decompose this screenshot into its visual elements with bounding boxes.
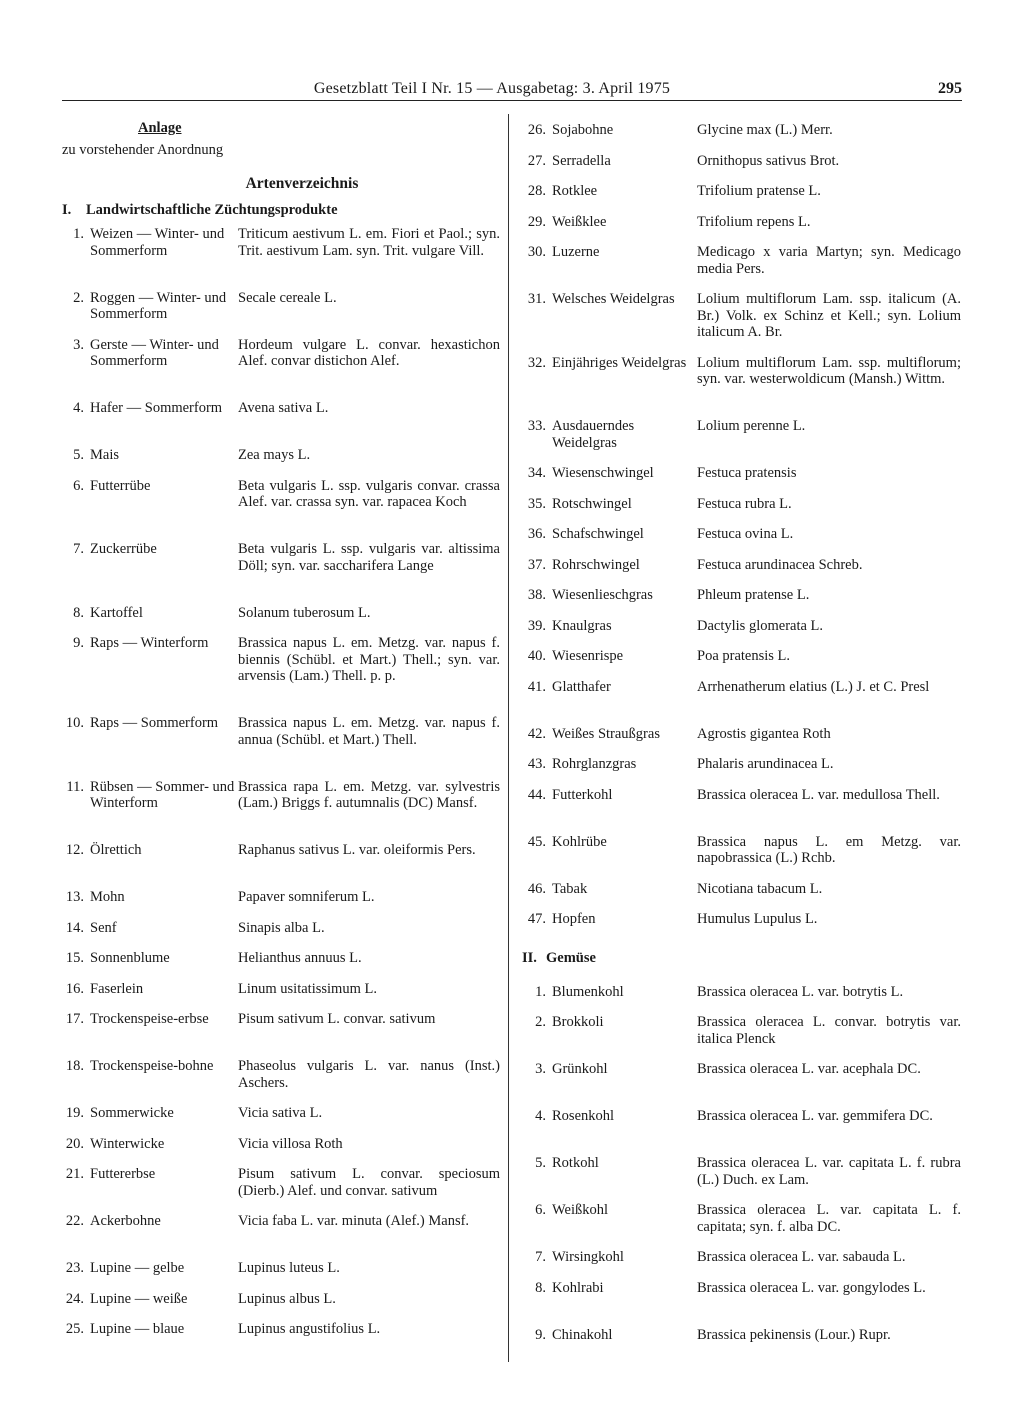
scientific-name: Nicotiana tabacum L.	[697, 880, 823, 897]
scientific-name: Zea mays L.	[238, 447, 311, 463]
scientific-name: Lolium multiflorum Lam. ssp. italicum (A. Br.) Volk. ex Schinz et Kell.; syn. Lolium italicum A. Br.	[697, 291, 961, 340]
common-name: Futterkohl	[552, 786, 613, 803]
common-name: Sonnenblume	[90, 950, 170, 966]
common-name: Weizen — Winter- und Sommerform	[90, 226, 225, 259]
scientific-name: Solanum tuberosum L.	[238, 604, 371, 621]
right-column	[516, 122, 964, 1357]
common-name: Wiesenrispe	[552, 648, 624, 664]
scientific-name: Phalaris arundinacea L.	[697, 756, 834, 772]
common-name: Trockenspeise-erbse	[90, 1011, 209, 1027]
common-name: Sommerwicke	[90, 1105, 174, 1121]
entry-number: 4.	[535, 1108, 546, 1124]
common-name: Welsches Weidelgras	[552, 291, 675, 307]
species-entry	[62, 635, 502, 715]
common-name: Ackerbohne	[90, 1213, 161, 1229]
entry-number: 32.	[527, 354, 546, 371]
species-entry	[62, 1321, 502, 1352]
common-name: Lupine — blaue	[90, 1321, 185, 1337]
common-name: Lupine — gelbe	[90, 1260, 185, 1276]
scientific-name: Brassica oleracea L. convar. botrytis var. italica Plenck	[697, 1014, 961, 1047]
entry-number: 28.	[527, 183, 546, 199]
species-entry	[62, 1166, 502, 1213]
common-name: Senf	[90, 919, 117, 936]
species-entry	[516, 726, 964, 757]
species-entry	[62, 400, 502, 447]
species-entry	[516, 122, 964, 153]
species-entry	[62, 541, 502, 605]
scientific-name: Festuca arundinacea Schreb.	[697, 556, 863, 573]
scientific-name: Beta vulgaris L. ssp. vulgaris var. altissima Döll; syn. var. saccharifera Lange	[238, 541, 500, 574]
scientific-name: Hordeum vulgare L. convar. hexastichon Alef. convar distichon Alef.	[238, 336, 500, 369]
species-entry	[516, 1280, 964, 1327]
entry-number: 43.	[527, 756, 546, 772]
entry-number: 31.	[527, 291, 546, 307]
section-number: I.	[62, 202, 72, 218]
scientific-name: Secale cereale L.	[238, 289, 337, 306]
species-entry	[62, 981, 502, 1012]
common-name: Kohlrabi	[552, 1279, 604, 1296]
species-list-agricultural-continued	[516, 122, 964, 942]
species-list-vegetables	[516, 984, 964, 1358]
species-entry	[516, 214, 964, 245]
scientific-name: Avena sativa L.	[238, 400, 329, 416]
scientific-name: Brassica napus L. em Metzg. var. napobrassica (L.) Rchb.	[697, 833, 961, 866]
common-name: Zuckerrübe	[90, 541, 157, 557]
entry-number: 46.	[527, 880, 546, 897]
entry-number: 4.	[73, 400, 84, 416]
scientific-name: Brassica oleracea L. var. gongylodes L.	[697, 1279, 926, 1296]
common-name: Kohlrübe	[552, 833, 607, 850]
entry-number: 1.	[535, 983, 546, 1000]
common-name: Rohrschwingel	[552, 556, 640, 573]
species-entry	[62, 226, 502, 290]
scientific-name: Pisum sativum L. convar. speciosum (Dierb.) Alef. und convar. sativum	[238, 1166, 500, 1199]
entry-number: 3.	[73, 336, 84, 353]
entry-number: 8.	[535, 1279, 546, 1296]
entry-number: 5.	[73, 447, 84, 463]
species-entry	[62, 605, 502, 636]
scientific-name: Papaver somniferum L.	[238, 889, 375, 905]
scientific-name: Trifolium repens L.	[697, 213, 811, 230]
scientific-name: Brassica oleracea L. var. capitata L. f. capitata; syn. f. alba DC.	[697, 1202, 961, 1235]
scientific-name: Brassica oleracea L. var. gemmifera DC.	[697, 1108, 933, 1124]
scientific-name: Medicago x varia Martyn; syn. Medicago media Pers.	[697, 244, 961, 277]
species-entry	[516, 787, 964, 834]
entry-number: 36.	[527, 526, 546, 542]
scientific-name: Trifolium pratense L.	[697, 183, 821, 199]
common-name: Sojabohne	[552, 122, 614, 138]
common-name: Roggen — Winter- und Sommerform	[90, 289, 227, 322]
scientific-name: Sinapis alba L.	[238, 919, 325, 936]
entry-number: 40.	[527, 648, 546, 664]
common-name: Brokkoli	[552, 1014, 604, 1030]
entry-number: 26.	[527, 122, 546, 138]
entry-number: 13.	[65, 889, 84, 905]
species-list-agricultural	[62, 226, 502, 1352]
scientific-name: Brassica oleracea L. var. sabauda L.	[697, 1249, 906, 1265]
species-entry	[516, 1108, 964, 1155]
scientific-name: Ornithopus sativus Brot.	[697, 152, 840, 169]
common-name: Gerste — Winter- und Sommerform	[90, 336, 219, 369]
scientific-name: Dactylis glomerata L.	[697, 617, 824, 634]
species-entry	[62, 842, 502, 889]
common-name: Hafer — Sommerform	[90, 400, 223, 416]
scientific-name: Lolium multiflorum Lam. ssp. multiflorum; syn. var. westerwoldicum (Mansh.) Wittm.	[697, 354, 961, 387]
common-name: Futterrübe	[90, 477, 151, 494]
entry-number: 7.	[535, 1249, 546, 1265]
common-name: Mais	[90, 447, 119, 463]
scientific-name: Brassica oleracea L. var. acephala DC.	[697, 1061, 921, 1077]
species-entry	[62, 920, 502, 951]
species-list-title: Artenverzeichnis	[245, 175, 359, 192]
species-entry	[516, 1061, 964, 1108]
species-entry	[62, 889, 502, 920]
entry-number: 47.	[527, 911, 546, 927]
scientific-name: Phaseolus vulgaris L. var. nanus (Inst.) Aschers.	[238, 1058, 500, 1091]
entry-number: 11.	[66, 778, 84, 795]
entry-number: 27.	[527, 152, 546, 169]
section-heading	[62, 202, 502, 226]
entry-number: 20.	[65, 1135, 84, 1152]
common-name: Grünkohl	[552, 1061, 608, 1077]
scientific-name: Glycine max (L.) Merr.	[697, 122, 833, 138]
common-name: Tabak	[552, 880, 588, 897]
scientific-name: Brassica rapa L. em. Metzg. var. sylvestris (Lam.) Briggs f. autumnalis (DC) Mansf.	[238, 778, 500, 811]
species-entry	[516, 911, 964, 942]
section-title: Landwirtschaftliche Züchtungsprodukte	[86, 202, 338, 218]
entry-number: 30.	[527, 244, 546, 260]
scientific-name: Agrostis gigantea Roth	[697, 725, 831, 742]
species-entry	[62, 1105, 502, 1136]
entry-number: 21.	[65, 1166, 84, 1182]
common-name: Raps — Sommerform	[90, 715, 219, 731]
entry-number: 34.	[527, 465, 546, 481]
species-entry	[516, 496, 964, 527]
species-entry	[62, 1011, 502, 1058]
entry-number: 10.	[65, 715, 84, 731]
scientific-name: Poa pratensis L.	[697, 648, 791, 664]
entry-number: 37.	[527, 556, 546, 573]
common-name: Chinakohl	[552, 1326, 613, 1343]
common-name: Schafschwingel	[552, 526, 644, 542]
scientific-name: Vicia villosa Roth	[238, 1135, 343, 1152]
column-divider	[508, 114, 509, 1362]
common-name: Weißklee	[552, 213, 607, 230]
entry-number: 2.	[535, 1014, 546, 1030]
species-entry	[516, 1014, 964, 1061]
species-entry	[516, 587, 964, 618]
common-name: Rotkohl	[552, 1155, 599, 1171]
species-entry	[516, 1327, 964, 1358]
species-entry	[516, 984, 964, 1015]
common-name: Hopfen	[552, 911, 596, 927]
species-entry	[516, 465, 964, 496]
species-entry	[516, 153, 964, 184]
species-entry	[516, 881, 964, 912]
entry-number: 15.	[65, 950, 84, 966]
entry-number: 29.	[527, 213, 546, 230]
entry-number: 8.	[73, 604, 84, 621]
entry-number: 22.	[65, 1213, 84, 1229]
common-name: Einjähriges Weidelgras	[552, 354, 687, 371]
annex-heading: Anlage	[138, 120, 182, 136]
species-entry	[516, 679, 964, 726]
entry-number: 14.	[65, 919, 84, 936]
species-entry	[516, 756, 964, 787]
common-name: Winterwicke	[90, 1135, 165, 1152]
entry-number: 42.	[527, 725, 546, 742]
common-name: Rotklee	[552, 183, 598, 199]
common-name: Luzerne	[552, 244, 600, 260]
scientific-name: Helianthus annuus L.	[238, 950, 362, 966]
entry-number: 7.	[73, 541, 84, 557]
common-name: Futtererbse	[90, 1166, 156, 1182]
species-entry	[62, 950, 502, 981]
species-entry	[516, 557, 964, 588]
species-entry	[516, 1249, 964, 1280]
page-header	[62, 78, 962, 101]
scientific-name: Festuca rubra L.	[697, 495, 792, 512]
common-name: Mohn	[90, 889, 125, 905]
species-entry	[62, 478, 502, 542]
species-entry	[516, 1202, 964, 1249]
common-name: Weißkohl	[552, 1202, 609, 1218]
common-name: Rotschwingel	[552, 495, 632, 512]
entry-number: 16.	[65, 980, 84, 997]
scientific-name: Vicia sativa L.	[238, 1105, 323, 1121]
common-name: Serradella	[552, 152, 611, 169]
common-name: Trockenspeise-bohne	[90, 1058, 214, 1074]
scientific-name: Brassica oleracea L. var. capitata L. f. rubra (L.) Duch. ex Lam.	[697, 1155, 961, 1188]
entry-number: 25.	[65, 1321, 84, 1337]
scientific-name: Arrhenatherum elatius (L.) J. et C. Presl	[697, 678, 930, 695]
species-entry	[62, 779, 502, 843]
entry-number: 23.	[65, 1260, 84, 1276]
scientific-name: Triticum aestivum L. em. Fiori et Paol.; syn. Trit. aestivum Lam. syn. Trit. vulgare Vill.	[238, 226, 500, 259]
common-name: Wiesenschwingel	[552, 465, 654, 481]
species-entry	[516, 648, 964, 679]
entry-number: 1.	[73, 226, 84, 242]
scientific-name: Brassica napus L. em. Metzg. var. napus f. annua (Schübl. et Mart.) Thell.	[238, 715, 500, 748]
common-name: Weißes Straußgras	[552, 725, 660, 742]
common-name: Glatthafer	[552, 678, 611, 695]
species-entry	[516, 244, 964, 291]
entry-number: 19.	[65, 1105, 84, 1121]
scientific-name: Lupinus luteus L.	[238, 1260, 340, 1276]
species-entry	[62, 290, 502, 337]
scientific-name: Festuca pratensis	[697, 465, 797, 481]
entry-number: 35.	[527, 495, 546, 512]
scientific-name: Beta vulgaris L. ssp. vulgaris convar. crassa Alef. var. crassa syn. var. rapacea Koch	[238, 477, 500, 510]
scientific-name: Phleum pratense L.	[697, 587, 810, 603]
scientific-name: Lupinus albus L.	[238, 1290, 336, 1307]
scientific-name: Brassica oleracea L. var. botrytis L.	[697, 983, 904, 1000]
gazette-title: Gesetzblatt Teil I Nr. 15 — Ausgabetag: 3. April 1975	[313, 80, 671, 97]
species-entry	[62, 715, 502, 779]
common-name: Rohrglanzgras	[552, 756, 637, 772]
common-name: Wiesenlieschgras	[552, 587, 653, 603]
common-name: Ausdauerndes Weidelgras	[552, 418, 635, 451]
species-entry	[516, 418, 964, 465]
common-name: Rübsen — Sommer- und Winterform	[90, 778, 235, 811]
entry-number: 12.	[65, 842, 84, 858]
entry-number: 6.	[73, 477, 84, 494]
scientific-name: Brassica pekinensis (Lour.) Rupr.	[697, 1326, 891, 1343]
common-name: Blumenkohl	[552, 983, 624, 1000]
entry-number: 41.	[527, 678, 546, 695]
species-entry	[516, 291, 964, 355]
species-entry	[516, 834, 964, 881]
entry-number: 17.	[65, 1011, 84, 1027]
left-column	[62, 120, 502, 1352]
common-name: Kartoffel	[90, 604, 143, 621]
common-name: Rosenkohl	[552, 1108, 615, 1124]
species-entry	[62, 1260, 502, 1291]
entry-number: 6.	[535, 1202, 546, 1218]
entry-number: 24.	[65, 1290, 84, 1307]
scientific-name: Brassica oleracea L. var. medullosa Thell.	[697, 786, 940, 803]
page-number: 295	[938, 80, 962, 97]
entry-number: 18.	[65, 1058, 84, 1074]
annex-subheading: zu vorstehender Anordnung	[62, 142, 224, 158]
scientific-name: Lupinus angustifolius L.	[238, 1321, 381, 1337]
common-name: Wirsingkohl	[552, 1249, 624, 1265]
species-entry	[516, 183, 964, 214]
species-entry	[62, 1058, 502, 1105]
common-name: Knaulgras	[552, 617, 612, 634]
entry-number: 9.	[73, 635, 84, 651]
common-name: Lupine — weiße	[90, 1290, 188, 1307]
entry-number: 2.	[73, 289, 84, 306]
entry-number: 3.	[535, 1061, 546, 1077]
section-title: Gemüse	[546, 949, 596, 966]
species-entry	[516, 618, 964, 649]
scientific-name: Pisum sativum L. convar. sativum	[238, 1011, 436, 1027]
species-entry	[516, 526, 964, 557]
common-name: Ölrettich	[90, 842, 142, 858]
section-heading	[516, 942, 964, 984]
entry-number: 39.	[527, 617, 546, 634]
common-name: Faserlein	[90, 980, 144, 997]
entry-number: 5.	[535, 1155, 546, 1171]
scientific-name: Linum usitatissimum L.	[238, 980, 377, 997]
entry-number: 45.	[527, 833, 546, 850]
scientific-name: Lolium perenne L.	[697, 418, 806, 434]
species-entry	[62, 1136, 502, 1167]
scientific-name: Humulus Lupulus L.	[697, 911, 818, 927]
common-name: Raps — Winterform	[90, 635, 209, 651]
scientific-name: Vicia faba L. var. minuta (Alef.) Mansf.	[238, 1213, 470, 1229]
species-entry	[516, 355, 964, 419]
species-entry	[62, 1291, 502, 1322]
species-entry	[62, 1213, 502, 1260]
scientific-name: Raphanus sativus L. var. oleiformis Pers.	[238, 842, 476, 858]
entry-number: 44.	[527, 786, 546, 803]
species-entry	[516, 1155, 964, 1202]
scientific-name: Festuca ovina L.	[697, 526, 794, 542]
scientific-name: Brassica napus L. em. Metzg. var. napus f. biennis (Schübl. et Mart.) Thell.; syn. var. arvensis (Lam.) Thell. p. p.	[238, 635, 500, 684]
entry-number: 9.	[535, 1326, 546, 1343]
species-entry	[62, 337, 502, 401]
section-number: II.	[522, 949, 537, 966]
species-entry	[62, 447, 502, 478]
entry-number: 38.	[527, 587, 546, 603]
entry-number: 33.	[527, 418, 546, 434]
